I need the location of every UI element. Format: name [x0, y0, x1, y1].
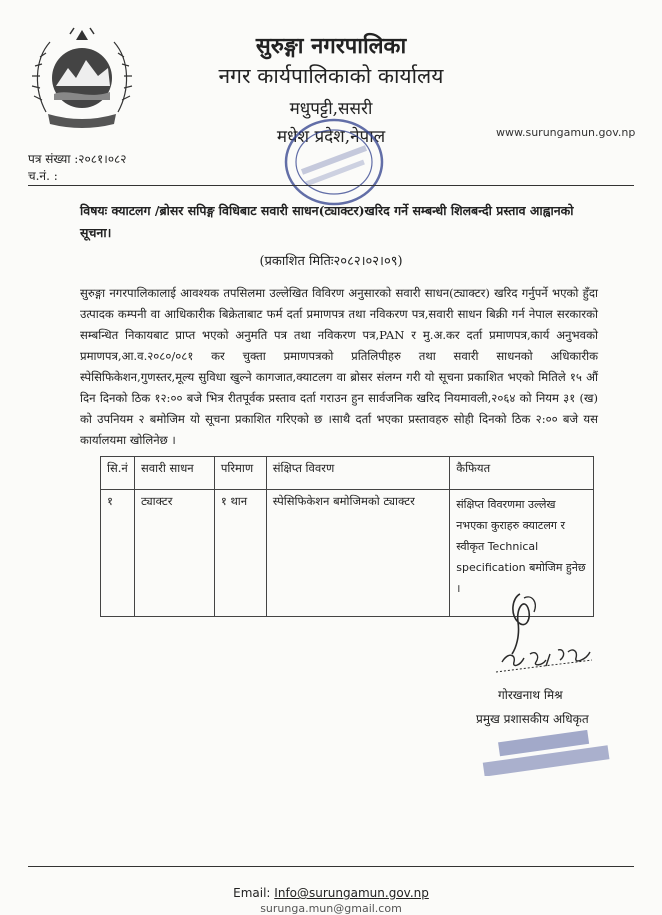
col-header-description: संक्षिप्त विवरण	[266, 457, 449, 490]
office-province: मधेश प्रदेश,नेपाल	[276, 127, 386, 147]
col-header-serial: सि.नं	[101, 457, 135, 490]
cell-vehicle: ट्याक्टर	[134, 490, 214, 617]
cell-quantity: १ थान	[214, 490, 266, 617]
org-name: सुरुङ्गा नगरपालिका	[255, 33, 407, 59]
office-address: मधुपट्टी,ससरी	[289, 99, 373, 119]
email-link[interactable]: Info@surungamun.gov.np	[274, 886, 429, 900]
cell-serial: १	[101, 490, 135, 617]
header-divider	[28, 185, 634, 186]
office-name: नगर कार्यपालिकाको कार्यालय	[218, 64, 444, 88]
email-label: Email:	[233, 886, 271, 900]
signer-name-stamp	[470, 730, 620, 776]
reference-number: पत्र संख्या :२०८१।०८२	[28, 152, 127, 166]
col-header-quantity: परिमाण	[214, 457, 266, 490]
dispatch-number: च.नं. :	[28, 169, 58, 183]
footer-email	[0, 886, 662, 900]
handwritten-signature	[488, 588, 600, 676]
col-header-remarks: कैफियत	[450, 457, 594, 490]
website-link[interactable]: www.surungamun.gov.np	[496, 126, 636, 139]
notice-body: सुरुङ्गा नगरपालिकालाई आवश्यक तपसिलमा उल्लेखित विविरण अनुसारको सवारी साधन(ट्याक्टर) खरिद गर्नुपर्ने भएको हुँदा उत्पादक कम्पनी वा आधिकारीक बिक्रेताबाट फर्म दर्ता प्रमाणपत्र तथा नविकरण पत्र,सवारी साधन बिक्री गर्न नेपाल सरकारको सम्बन्धित निकायबाट प्राप्त भएको अनुमति पत्र तथा नविकरण पत्र,PAN र मु.अ.कर दर्ता प्रमाणपत्र,कार्य अनुभवको प्रमाणपत्र,आ.व.२०८०/०८१ कर चुक्ता प्रमाणपत्रको प्रतिलिपीहरु तथा सवारी साधनको अधिकारीक स्पेसिफिकेशन,गुणस्तर,मूल्य सुविधा खुल्ने कागजात,क्याटलग वा ब्रोसर संलग्न गरी यो सूचना प्रकाशित भएको मितिले १५ औं दिन दिनको ठिक १२:०० बजे भित्र रीतपूर्वक प्रस्ताव दर्ता गराउन हुन सार्वजनिक खरिद नियमावली,२०६४ को नियम ३१ (ख) को उपनियम २ बमोजिम यो सूचना प्रकाशित गरिएको छ ।साथै दर्ता भएका प्रस्तावहरु सोही दिनको ठिक २:०० बजे यस कार्यालयमा खोलिनेछ ।	[80, 286, 598, 447]
table-header-row	[101, 457, 594, 490]
signer-title: प्रमुख प्रशासकीय अधिकृत	[476, 712, 589, 726]
footer-email-alt[interactable]: surunga.mun@gmail.com	[260, 902, 402, 915]
cell-remarks: संक्षिप्त विवरणमा उल्लेख नभएका कुराहरु क्याटलग र स्वीकृत Technical specification बमोजिम हुनेछ ।	[450, 490, 594, 617]
col-header-vehicle: सवारी साधन	[134, 457, 214, 490]
signer-name: गोरखनाथ मिश्र	[498, 688, 563, 702]
notice-subject: विषयः क्याटलग /ब्रोसर सपिङ्ग विधिबाट सवारी साधन(ट्याक्टर)खरिद गर्ने सम्बन्धी शिलबन्दी प्रस्ताव आह्वानको सूचना।	[80, 203, 574, 240]
footer-divider	[28, 866, 634, 867]
published-date: (प्रकाशित मितिः२०८२।०२।०९)	[259, 254, 403, 269]
cell-description: स्पेसिफिकेशन बमोजिमको ट्याक्टर	[266, 490, 449, 617]
office-stamp	[280, 112, 388, 212]
